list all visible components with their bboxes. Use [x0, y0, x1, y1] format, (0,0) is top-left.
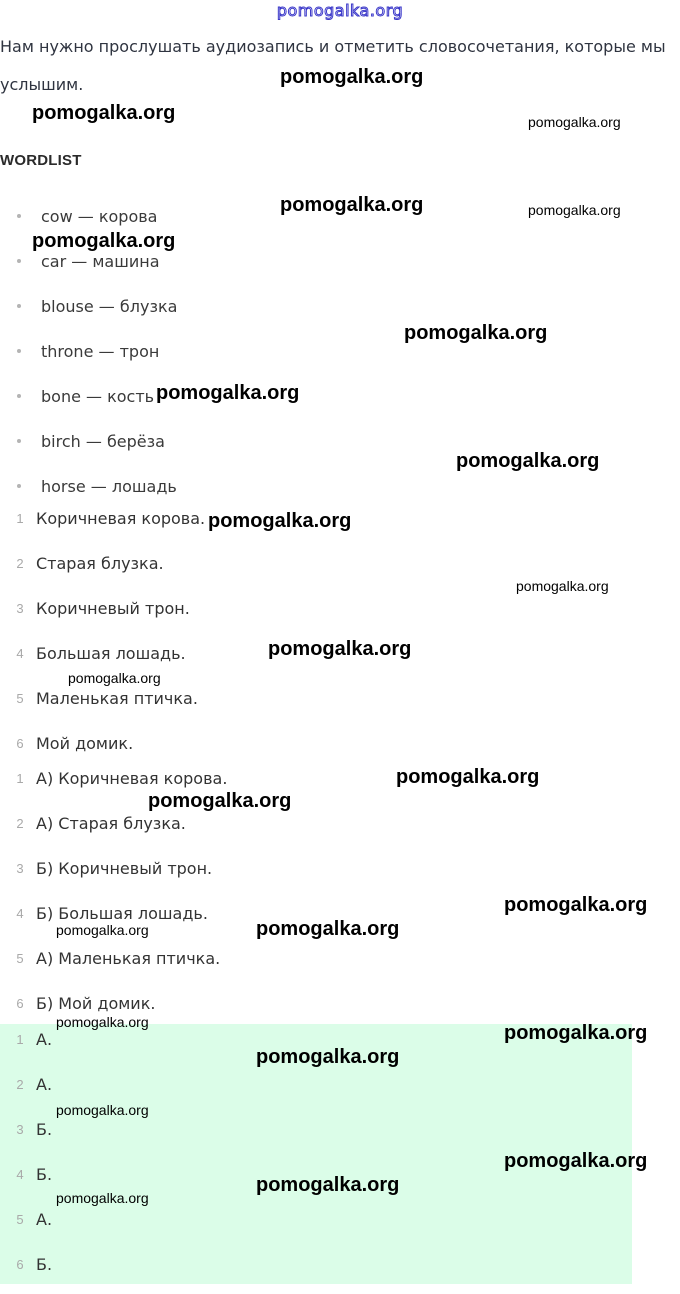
bullet-icon	[17, 484, 21, 488]
answers-list	[0, 1024, 632, 1284]
item-number: 6	[16, 1257, 24, 1272]
item-number: 3	[16, 1122, 24, 1137]
answer-text: Б.	[36, 1165, 53, 1184]
wordlist-item-text: birch — берёза	[41, 432, 165, 451]
item-number: 5	[16, 951, 24, 966]
watermark: pomogalka.org	[268, 638, 412, 660]
answer-item	[0, 1114, 632, 1159]
phrase-text: Маленькая птичка.	[36, 689, 198, 708]
answer-text: А.	[36, 1030, 53, 1049]
watermark: pomogalka.org	[56, 1102, 149, 1118]
option-text: А) Старая блузка.	[36, 814, 186, 833]
wordlist-item-text: blouse — блузка	[41, 297, 178, 316]
phrase-text: Старая блузка.	[36, 554, 164, 573]
item-number: 4	[16, 646, 24, 661]
watermark: pomogalka.org	[256, 1046, 400, 1068]
watermark: pomogalka.org	[528, 114, 621, 130]
watermark: pomogalka.org	[504, 1150, 648, 1172]
item-number: 5	[16, 691, 24, 706]
phrase-text: Мой домик.	[36, 734, 134, 753]
watermark: pomogalka.org	[504, 1022, 648, 1044]
item-number: 2	[16, 816, 24, 831]
item-number: 4	[16, 906, 24, 921]
bullet-icon	[17, 304, 21, 308]
watermark: pomogalka.org	[256, 918, 400, 940]
item-number: 3	[16, 861, 24, 876]
bullet-icon	[17, 259, 21, 263]
wordlist-item-text: bone — кость	[41, 387, 155, 406]
wordlist-item-text: throne — трон	[41, 342, 160, 361]
watermark: pomogalka.org	[516, 578, 609, 594]
answer-text: А.	[36, 1075, 53, 1094]
watermark: pomogalka.org	[280, 66, 424, 88]
option-text: Б) Большая лошадь.	[36, 904, 208, 923]
bullet-icon	[17, 214, 21, 218]
watermark: pomogalka.org	[156, 382, 300, 404]
watermark: pomogalka.org	[32, 230, 176, 252]
watermark: pomogalka.org	[256, 1174, 400, 1196]
watermark: pomogalka.org	[280, 194, 424, 216]
item-number: 1	[16, 1032, 24, 1047]
watermark: pomogalka.org	[56, 1014, 149, 1030]
answer-text: А.	[36, 1210, 53, 1229]
wordlist-item-text: car — машина	[41, 252, 160, 271]
item-number: 1	[16, 771, 24, 786]
watermark: pomogalka.org	[528, 202, 621, 218]
watermark: pomogalka.org	[56, 1190, 149, 1206]
phrase-text: Большая лошадь.	[36, 644, 186, 663]
answer-item	[0, 1069, 632, 1114]
bullet-icon	[17, 349, 21, 353]
item-number: 5	[16, 1212, 24, 1227]
phrase-text: Коричневый трон.	[36, 599, 190, 618]
item-number: 6	[16, 736, 24, 751]
watermark: pomogalka.org	[32, 102, 176, 124]
item-number: 6	[16, 996, 24, 1011]
item-number: 3	[16, 601, 24, 616]
option-text: А) Маленькая птичка.	[36, 949, 221, 968]
item-number: 1	[16, 511, 24, 526]
watermark: pomogalka.org	[208, 510, 352, 532]
answer-item	[0, 1159, 632, 1204]
answer-text: Б.	[36, 1255, 53, 1274]
answer-text: Б.	[36, 1120, 53, 1139]
option-text: Б) Мой домик.	[36, 994, 156, 1013]
site-header-link[interactable]: pomogalka.org	[276, 1, 404, 20]
wordlist-heading: WORDLIST	[0, 152, 82, 169]
item-number: 2	[16, 556, 24, 571]
watermark: pomogalka.org	[68, 670, 161, 686]
watermark: pomogalka.org	[396, 766, 540, 788]
watermark: pomogalka.org	[456, 450, 600, 472]
watermark: pomogalka.org	[504, 894, 648, 916]
answer-item	[0, 1249, 632, 1294]
option-text: Б) Коричневый трон.	[36, 859, 213, 878]
watermark: pomogalka.org	[56, 922, 149, 938]
option-text: А) Коричневая корова.	[36, 769, 228, 788]
wordlist-item-text: cow — корова	[41, 207, 158, 226]
item-number: 4	[16, 1167, 24, 1182]
watermark: pomogalka.org	[404, 322, 548, 344]
task-instructions: Нам нужно прослушать аудиозапись и отметить словосочетания, которые мы услышим.	[0, 37, 666, 94]
answer-item	[0, 1024, 632, 1069]
wordlist-item-text: horse — лошадь	[41, 477, 177, 496]
item-number: 2	[16, 1077, 24, 1092]
bullet-icon	[17, 394, 21, 398]
phrase-text: Коричневая корова.	[36, 509, 206, 528]
watermark: pomogalka.org	[148, 790, 292, 812]
bullet-icon	[17, 439, 21, 443]
answer-item	[0, 1204, 632, 1249]
